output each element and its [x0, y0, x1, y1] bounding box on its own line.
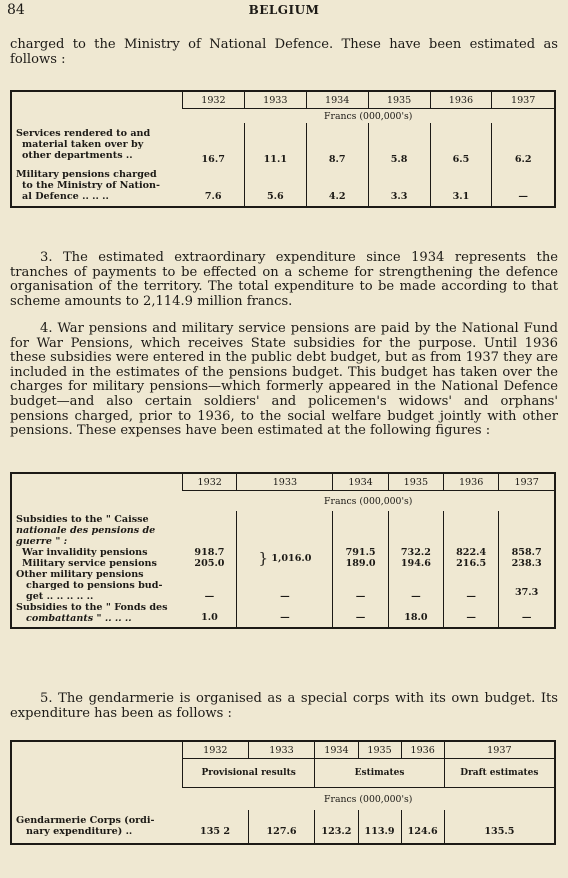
table-cell-combined: } 1,016.0	[237, 547, 333, 569]
year-header: 1936	[444, 473, 499, 491]
year-header: 1934	[306, 91, 368, 109]
table-cell: 822.4	[444, 547, 499, 558]
table-cell: —	[444, 602, 499, 628]
table-cell: 113.9	[358, 810, 401, 844]
paragraph-5: 5. The gendarmerie is organised as a special corps with its own budget. Its expenditure has been as follows :	[10, 691, 559, 721]
table-cell: 16.7	[201, 154, 225, 165]
year-header: 1933	[237, 473, 333, 491]
year-header: 1934	[333, 473, 388, 491]
estimates-label: Estimates	[315, 759, 444, 788]
table-cell: 189.0	[333, 558, 388, 569]
table-cell: 135 2	[200, 826, 231, 837]
row-label: Military pensions charged to the Ministry of Nation- al Defence .. .. ..	[16, 169, 160, 202]
table-cell: 11.1	[244, 123, 306, 165]
page-number: 84	[7, 2, 25, 18]
table-cell: —	[237, 602, 333, 628]
year-header: 1935	[368, 91, 430, 109]
table-cell: 124.6	[401, 810, 444, 844]
paragraph-3: 3. The estimated extraordinary expenditure since 1934 represents the tranches of payments to be effected on a scheme for strengthening the defence organisation of the territory. The total expenditure to be made according to that scheme amounts to 2,114.9 million francs.	[10, 250, 558, 309]
row-label: Subsidies to the " Caisse nationale des pensions de guerre " :	[16, 514, 156, 547]
year-header: 1933	[248, 741, 315, 759]
table-cell: —	[237, 569, 333, 602]
year-header: 1936	[430, 91, 492, 109]
unit-label: Francs (000,000's)	[324, 793, 413, 805]
year-header: 1933	[244, 91, 306, 109]
year-header: 1934	[315, 741, 358, 759]
year-header: 1935	[388, 473, 443, 491]
table-cell: —	[333, 602, 388, 628]
table-cell: —	[204, 591, 215, 602]
table-cell: 6.5	[430, 123, 492, 165]
table-cell: —	[388, 569, 443, 602]
table-cell: 3.1	[430, 165, 492, 207]
table-cell: 5.6	[244, 165, 306, 207]
table-cell: 732.2	[388, 547, 443, 558]
table-cell: 6.2	[492, 123, 555, 165]
table-cell: 135.5	[444, 810, 555, 844]
table-cell: 4.2	[306, 165, 368, 207]
table-cell: 918.7	[194, 547, 225, 558]
table-cell: 216.5	[444, 558, 499, 569]
year-header: 1932	[183, 741, 249, 759]
table-cell: 5.8	[368, 123, 430, 165]
row-label: Services rendered to and material taken over by other departments ..	[16, 127, 151, 161]
table-war-pensions	[10, 472, 556, 629]
row-label: Gendarmerie Corps (ordi- nary expenditure) ..	[16, 815, 155, 837]
unit-label: Francs (000,000's)	[324, 110, 413, 122]
year-header: 1932	[183, 91, 245, 109]
provisional-results-label: Provisional results	[183, 759, 315, 788]
year-header: 1937	[444, 741, 555, 759]
table-defence-charges	[10, 90, 556, 208]
table-gendarmerie	[10, 740, 556, 845]
table-cell: 205.0	[194, 558, 225, 569]
year-header: 1935	[358, 741, 401, 759]
table-cell: 3.3	[368, 165, 430, 207]
table-cell: 791.5	[333, 547, 388, 558]
table-cell: 8.7	[306, 123, 368, 165]
row-label: Subsidies to the " Fonds des combattants " .. .. ..	[16, 602, 168, 624]
table-cell: —	[492, 165, 555, 207]
year-header: 1937	[492, 91, 555, 109]
table-cell: 1.0	[201, 612, 218, 623]
year-header: 1932	[183, 473, 237, 491]
row-label: War invalidity pensions	[22, 547, 148, 558]
unit-label: Francs (000,000's)	[324, 495, 413, 507]
table-cell: —	[444, 569, 499, 602]
row-label: Other military pensions charged to pensions bud- get .. .. .. .. ..	[16, 569, 163, 602]
running-title: BELGIUM	[248, 3, 320, 17]
table-cell: —	[333, 569, 388, 602]
draft-estimates-label: Draft estimates	[444, 759, 555, 788]
year-header: 1937	[499, 473, 555, 491]
table-cell: 7.6	[204, 191, 222, 202]
table-cell: —	[499, 602, 555, 628]
table-cell: 238.3	[499, 558, 555, 569]
paragraph-4: 4. War pensions and military service pensions are paid by the National Fund for War Pensions, which receives State subsidies for the purpose. Until 1936 these subsidies were entered in the public debt budget, but as from 1937 they are included in the estimates of the pensions budget. This budget has taken over the charges for military pensions—which formerly appeared in the National Defence budget—and also certain soldiers' and policemen's widows' and orphans' pensions charged, prior to 1936, to the social welfare budget jointly with other pensions. These expenses have been estimated at the following figures :	[10, 321, 558, 439]
table-cell: 37.3	[499, 569, 555, 602]
table-cell: 123.2	[315, 810, 358, 844]
year-header: 1936	[401, 741, 444, 759]
intro-paragraph: charged to the Ministry of National Defence. These have been estimated as follows :	[10, 37, 558, 67]
row-label: Military service pensions	[22, 558, 157, 569]
table-cell: 858.7	[499, 547, 555, 558]
table-cell: 194.6	[388, 558, 443, 569]
table-cell: 18.0	[388, 602, 443, 628]
table-cell: 127.6	[248, 810, 315, 844]
